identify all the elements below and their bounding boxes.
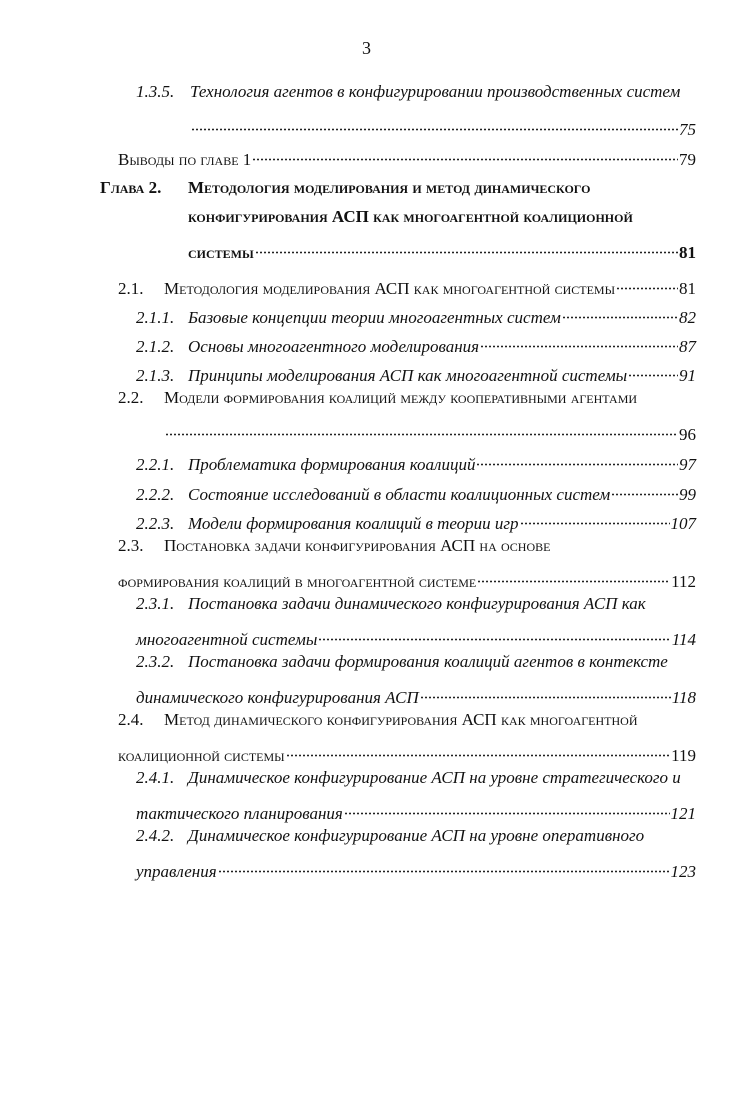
toc-entry-title-cont: многоагентной системы [136, 630, 318, 649]
toc-entry-page: 119 [671, 746, 696, 765]
toc-entry-number: 2.1. [118, 279, 144, 298]
toc-entry-title: Модели формирования коалиций в теории игр [188, 514, 519, 533]
toc-entry-conclusions-ch1[interactable] [118, 141, 696, 169]
toc-entry-number: 2.4.1. [136, 768, 175, 787]
toc-entry-title-cont: управления [136, 862, 217, 881]
toc-entry-title: Постановка задачи формирования коалиций агентов в контексте [188, 652, 668, 671]
toc-entry-number: 2.2.3. [136, 514, 175, 533]
toc-entry-title: Методология моделирования АСП как многоагентной системы [164, 279, 616, 298]
dot-leader [616, 270, 678, 294]
toc-entry-page: 107 [670, 514, 696, 533]
toc-entry-page: 81 [679, 279, 696, 298]
toc-entry-2-2-leader [164, 416, 696, 444]
toc-entry-title: Состояние исследований в области коалиционных систем [188, 485, 611, 504]
dot-leader [628, 357, 678, 381]
dot-leader [218, 853, 670, 877]
toc-entry-2-4-1-line2 [136, 795, 696, 823]
toc-entry-2-3[interactable] [118, 534, 696, 558]
toc-entry-page: 118 [671, 688, 696, 707]
toc-entry-2-3-2[interactable] [136, 650, 696, 674]
toc-entry-2-1-1[interactable] [136, 299, 696, 327]
dot-leader [165, 416, 678, 440]
toc-entry-title: Выводы по главе 1 [118, 150, 252, 169]
dot-leader [480, 328, 678, 352]
toc-entry-title-cont: системы [188, 243, 254, 262]
toc-entry-2-2-2[interactable] [136, 476, 696, 504]
toc-entry-1-3-5[interactable] [136, 80, 696, 104]
toc-entry-page: 99 [679, 485, 696, 504]
toc-entry-number: 1.3.5. [136, 82, 175, 101]
toc-entry-page: 91 [679, 366, 696, 385]
toc-entry-page: 96 [679, 425, 696, 444]
dot-leader [255, 234, 678, 258]
toc-entry-page: 112 [671, 572, 696, 591]
dot-leader [191, 111, 678, 135]
toc-entry-title: Методология моделирования и метод динамического [188, 178, 591, 197]
toc-entry-title-cont: формирования коалиций в многоагентной системе [118, 572, 477, 591]
toc-entry-page: 81 [679, 243, 696, 262]
toc-entry-chapter-2-line2 [188, 205, 696, 229]
toc-entry-page: 87 [679, 337, 696, 356]
dot-leader [611, 476, 678, 500]
toc-entry-number: 2.1.2. [136, 337, 175, 356]
toc-entry-page: 123 [670, 862, 696, 881]
toc-entry-2-3-2-line2 [136, 679, 696, 707]
toc-entry-number: 2.3.2. [136, 652, 175, 671]
dot-leader [520, 505, 670, 529]
toc-entry-2-3-1[interactable] [136, 592, 696, 616]
toc-entry-title: Динамическое конфигурирование АСП на уровне стратегического и [188, 768, 681, 787]
toc-entry-2-4-1[interactable] [136, 766, 696, 790]
toc-entry-number: 2.4.2. [136, 826, 175, 845]
toc-entry-number: 2.3. [118, 536, 144, 555]
toc-entry-page: 75 [679, 120, 696, 139]
toc-entry-title: Принципы моделирования АСП как многоагентной системы [188, 366, 628, 385]
toc-entry-title: Постановка задачи конфигурирования АСП на основе [164, 536, 551, 555]
toc-entry-2-1[interactable] [118, 270, 696, 298]
toc-entry-page: 121 [670, 804, 696, 823]
toc-entry-2-4-2-line2 [136, 853, 696, 881]
toc-entry-2-1-3[interactable] [136, 357, 696, 385]
toc-entry-number: Глава 2. [100, 178, 162, 197]
toc-entry-2-2-1[interactable] [136, 446, 696, 474]
dot-leader [318, 621, 670, 645]
toc-entry-title: Технология агентов в конфигурировании производственных систем [190, 82, 681, 101]
toc-entry-2-2[interactable] [118, 386, 696, 410]
toc-entry-title-cont: тактического планирования [136, 804, 343, 823]
toc-entry-title: Динамическое конфигурирование АСП на уровне оперативного [188, 826, 645, 845]
toc-entry-title: Метод динамического конфигурирования АСП как многоагентной [164, 710, 638, 729]
toc-entry-number: 2.2. [118, 388, 144, 407]
toc-entry-title: Модели формирования коалиций между кооперативными агентами [164, 388, 638, 407]
toc-entry-2-4-line2 [118, 737, 696, 765]
toc-entry-title-cont: конфигурирования АСП как многоагентной коалиционной [188, 207, 633, 226]
toc-entry-number: 2.1.3. [136, 366, 175, 385]
toc-entry-title: Основы многоагентного моделирования [188, 337, 480, 356]
dot-leader [476, 446, 678, 470]
toc-entry-1-3-5-leader [190, 111, 696, 139]
dot-leader [477, 563, 670, 587]
toc-entry-2-3-1-line2 [136, 621, 696, 649]
toc-entry-number: 2.4. [118, 710, 144, 729]
toc-entry-page: 79 [679, 150, 696, 169]
toc-entry-number: 2.2.1. [136, 455, 175, 474]
toc-entry-number: 2.1.1. [136, 308, 175, 327]
toc-entry-title-cont: динамического конфигурирования АСП [136, 688, 419, 707]
toc-entry-number: 2.2.2. [136, 485, 175, 504]
toc-entry-2-1-2[interactable] [136, 328, 696, 356]
toc-entry-title: Проблематика формирования коалиций [188, 455, 476, 474]
toc-entry-2-2-3[interactable] [136, 505, 696, 533]
page-number: 3 [362, 38, 371, 58]
toc-entry-chapter-2-line3 [188, 234, 696, 262]
toc-entry-title: Базовые концепции теории многоагентных систем [188, 308, 561, 327]
dot-leader [344, 795, 670, 819]
toc-entry-2-4-2[interactable] [136, 824, 696, 848]
toc-entry-chapter-2[interactable] [100, 176, 696, 200]
toc-entry-2-4[interactable] [118, 708, 696, 732]
dot-leader [562, 299, 678, 323]
dot-leader [286, 737, 671, 761]
toc-entry-page: 114 [671, 630, 696, 649]
dot-leader [252, 141, 678, 165]
toc-entry-page: 82 [679, 308, 696, 327]
toc-entry-title-cont: коалиционной системы [118, 746, 285, 765]
toc-entry-number: 2.3.1. [136, 594, 175, 613]
dot-leader [420, 679, 671, 703]
toc-entry-2-3-line2 [118, 563, 696, 591]
toc-entry-title: Постановка задачи динамического конфигурирования АСП как [188, 594, 646, 613]
toc-entry-page: 97 [679, 455, 696, 474]
